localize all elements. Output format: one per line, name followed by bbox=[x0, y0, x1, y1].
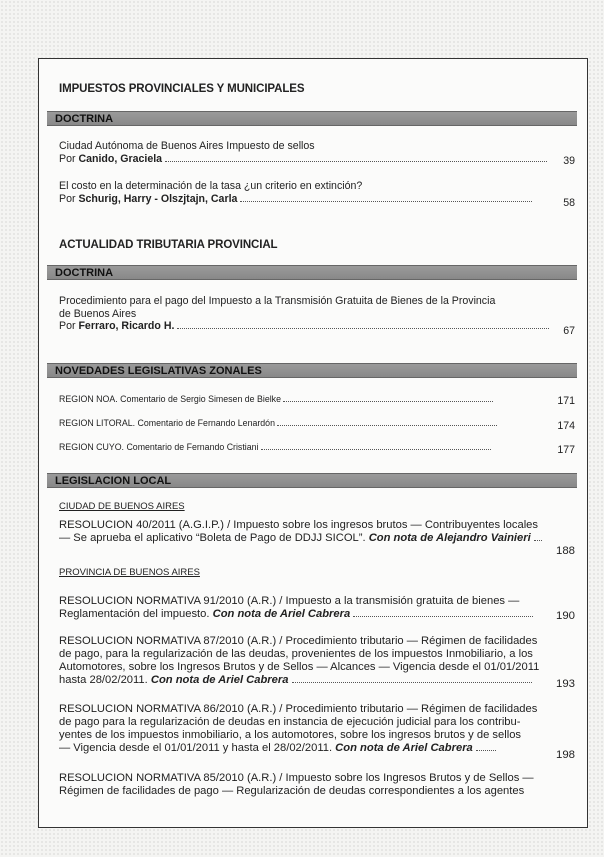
entry-line: Reglamentación del impuesto. bbox=[59, 608, 210, 620]
entry-note: Con nota de Ariel Cabrera bbox=[335, 742, 473, 754]
toc-entry-rn-85-2010[interactable] bbox=[59, 772, 559, 798]
subsection-ciudad: CIUDAD DE BUENOS AIRES bbox=[59, 501, 185, 512]
page-number: 174 bbox=[557, 420, 575, 432]
toc-entry-region-noa[interactable] bbox=[59, 393, 559, 406]
page-number: 177 bbox=[557, 444, 575, 456]
section-band-doctrina-2 bbox=[47, 265, 577, 280]
entry-line: RESOLUCION NORMATIVA 91/2010 (A.R.) / Impuesto a la transmisión gratuita de bienes — bbox=[59, 595, 520, 607]
section-band-doctrina-1 bbox=[47, 111, 577, 126]
entry-note: Con nota de Ariel Cabrera bbox=[150, 674, 289, 686]
band-label: LEGISLACION LOCAL bbox=[55, 475, 172, 487]
entry-by: Por bbox=[59, 152, 76, 165]
band-label: NOVEDADES LEGISLATIVAS ZONALES bbox=[55, 365, 262, 377]
entry-line: RESOLUCION NORMATIVA 87/2010 (A.R.) / Procedimiento tributario — Régimen de facilidades bbox=[59, 635, 538, 647]
entry-author: Canido, Graciela bbox=[78, 152, 163, 165]
toc-entry-rn-91-2010[interactable] bbox=[59, 595, 559, 621]
band-label: DOCTRINA bbox=[55, 267, 114, 279]
toc-entry-region-litoral[interactable] bbox=[59, 417, 559, 430]
page-number: 198 bbox=[555, 749, 575, 761]
page-number: 193 bbox=[555, 678, 575, 690]
entry-author: Schurig, Harry - Olszjtajn, Carla bbox=[78, 192, 238, 205]
toc-entry-canido[interactable] bbox=[59, 140, 559, 165]
entry-by: Por bbox=[59, 320, 76, 332]
entry-line: hasta 28/02/2011. bbox=[59, 674, 148, 686]
entry-title-line2: de Buenos Aires bbox=[59, 307, 137, 320]
entry-line: RESOLUCION 40/2011 (A.G.I.P.) / Impuesto sobre los ingresos brutos — Contribuyentes locales bbox=[59, 519, 539, 531]
leader-dots bbox=[476, 749, 496, 751]
section-title-impuestos: IMPUESTOS PROVINCIALES Y MUNICIPALES bbox=[59, 83, 305, 95]
toc-entry-ferraro[interactable] bbox=[59, 295, 569, 333]
entry-line: — Se aprueba el aplicativo “Boleta de Pago de DDJJ SICOL”. bbox=[59, 532, 366, 544]
toc-entry-region-cuyo[interactable] bbox=[59, 441, 559, 454]
leader-dots bbox=[177, 327, 549, 329]
entry-line: de pago, para la regularización de las deudas, provenientes de los impuestos Inmobiliario, a los bbox=[59, 648, 533, 660]
entry-title-line1: Procedimiento para el pago del Impuesto a la Transmisión Gratuita de Bienes de la Provincia bbox=[59, 295, 496, 307]
entry-line: RESOLUCION NORMATIVA 86/2010 (A.R.) / Procedimiento tributario — Régimen de facilidades bbox=[59, 703, 538, 715]
section-title-actualidad: ACTUALIDAD TRIBUTARIA PROVINCIAL bbox=[59, 239, 278, 251]
entry-note: Con nota de Ariel Cabrera bbox=[212, 608, 351, 620]
page-number: 171 bbox=[557, 395, 575, 407]
leader-dots bbox=[534, 539, 542, 541]
leader-dots bbox=[240, 200, 532, 202]
entry-author: Ferraro, Ricardo H. bbox=[78, 320, 175, 332]
band-label: DOCTRINA bbox=[55, 113, 114, 125]
entry-line: yentes de los impuestos inmobiliario, a los automotores, sobre los ingresos brutos y de sellos bbox=[59, 729, 522, 741]
entry-line: Régimen de facilidades de pago — Regularización de deudas correspondientes a los agentes bbox=[59, 785, 525, 797]
leader-dots bbox=[261, 448, 491, 450]
leader-dots bbox=[353, 615, 533, 617]
section-band-legislacion bbox=[47, 473, 577, 488]
leader-dots bbox=[277, 424, 497, 426]
entry-line: de pago para la regularización de deudas en instancia de ejecución judicial para los contribu- bbox=[59, 716, 521, 728]
leader-dots bbox=[283, 400, 493, 402]
contents-frame bbox=[38, 58, 588, 828]
page-number: 39 bbox=[563, 155, 575, 167]
leader-dots bbox=[292, 681, 532, 683]
entry-title: REGION NOA. Comentario de Sergio Simesen de Bielke bbox=[59, 394, 281, 404]
page-number: 190 bbox=[555, 610, 575, 622]
entry-line: RESOLUCION NORMATIVA 85/2010 (A.R.) / Impuesto sobre los Ingresos Brutos y de Sellos — bbox=[59, 772, 534, 784]
section-band-novedades bbox=[47, 363, 577, 378]
toc-entry-res-40-2011[interactable] bbox=[59, 519, 569, 545]
toc-entry-rn-86-2010[interactable] bbox=[59, 703, 559, 755]
page-number: 188 bbox=[555, 545, 575, 557]
page-number: 58 bbox=[563, 197, 575, 209]
entry-title: REGION CUYO. Comentario de Fernando Cristiani bbox=[59, 442, 259, 452]
entry-line: Automotores, sobre los Ingresos Brutos y de Sellos — Alcances — Vigencia desde el 01/01/2011 bbox=[59, 661, 540, 673]
entry-by: Por bbox=[59, 192, 76, 205]
subsection-provincia: PROVINCIA DE BUENOS AIRES bbox=[59, 567, 200, 578]
entry-note: Con nota de Alejandro Vainieri bbox=[368, 532, 531, 544]
toc-entry-rn-87-2010[interactable] bbox=[59, 635, 559, 687]
entry-title: Ciudad Autónoma de Buenos Aires Impuesto de sellos bbox=[59, 140, 315, 152]
entry-title: El costo en la determinación de la tasa ¿un criterio en extinción? bbox=[59, 180, 363, 192]
leader-dots bbox=[165, 160, 547, 162]
toc-entry-schurig[interactable] bbox=[59, 180, 559, 205]
entry-title: REGION LITORAL. Comentario de Fernando Lenardón bbox=[59, 418, 275, 428]
entry-line: — Vigencia desde el 01/01/2011 y hasta el 28/02/2011. bbox=[59, 742, 333, 754]
page-number: 67 bbox=[563, 325, 575, 337]
